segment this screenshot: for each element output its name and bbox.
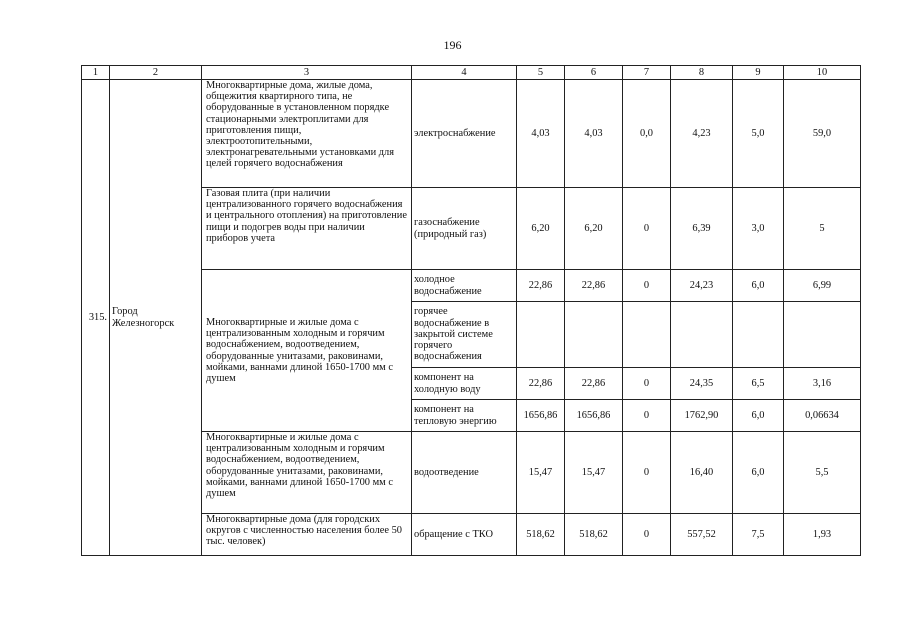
value-cell [733,302,784,368]
value-cell: 1656,86 [517,400,565,432]
service-name: газоснабжение (природный газ) [412,188,517,270]
service-name: компонент на холодную воду [412,368,517,400]
consumer-category: Многоквартирные и жилые дома с централизованным холодным и горячим водоснабжением, водоотведением, оборудованные унитазами, раковинами, мойками, ваннами длиной 1650-1700 мм с душем [202,270,412,432]
settlement-name: Город Железногорск [110,80,202,556]
value-cell: 15,47 [517,432,565,514]
value-cell: 518,62 [517,514,565,556]
value-cell: 0 [623,432,671,514]
consumer-category: Многоквартирные дома, жилые дома, общежития квартирного типа, не оборудованные в установленном порядке стационарными электроплитами для приготовления пищи, электроотопительными, электронагревательными установками для целей горячего водоснабжения [202,80,412,188]
value-cell: 24,35 [671,368,733,400]
service-name: холодное водоснабжение [412,270,517,302]
value-cell: 0,06634 [784,400,861,432]
value-cell [565,302,623,368]
value-cell: 0,0 [623,80,671,188]
table-row [82,80,861,188]
value-cell [784,302,861,368]
entry-number: 315. [82,80,110,556]
value-cell: 15,47 [565,432,623,514]
value-cell: 6,20 [517,188,565,270]
value-cell: 5 [784,188,861,270]
page-number: 196 [443,38,462,52]
column-number: 9 [733,66,784,80]
consumer-category: Газовая плита (при наличии централизованного горячего водоснабжения и центрального отопления) на приготовление пищи и подогрев воды при наличии приборов учета [202,188,412,270]
service-name: компонент на тепловую энергию [412,400,517,432]
value-cell: 4,03 [517,80,565,188]
column-number: 4 [412,66,517,80]
consumer-category: Многоквартирные дома (для городских округов с численностью населения более 50 тыс. человек) [202,514,412,556]
value-cell: 6,0 [733,432,784,514]
value-cell: 557,52 [671,514,733,556]
value-cell: 0 [623,188,671,270]
value-cell: 59,0 [784,80,861,188]
column-number: 10 [784,66,861,80]
value-cell: 5,0 [733,80,784,188]
value-cell: 24,23 [671,270,733,302]
value-cell: 7,5 [733,514,784,556]
value-cell: 4,03 [565,80,623,188]
value-cell: 1656,86 [565,400,623,432]
value-cell: 6,99 [784,270,861,302]
value-cell: 3,0 [733,188,784,270]
value-cell: 22,86 [517,270,565,302]
value-cell [517,302,565,368]
value-cell: 22,86 [565,368,623,400]
value-cell: 0 [623,270,671,302]
value-cell: 1762,90 [671,400,733,432]
column-number: 7 [623,66,671,80]
column-number: 1 [82,66,110,80]
value-cell: 22,86 [517,368,565,400]
service-name: обращение с ТКО [412,514,517,556]
column-number: 3 [202,66,412,80]
value-cell: 0 [623,514,671,556]
value-cell: 16,40 [671,432,733,514]
value-cell: 6,5 [733,368,784,400]
value-cell: 3,16 [784,368,861,400]
value-cell: 0 [623,400,671,432]
value-cell: 518,62 [565,514,623,556]
value-cell [623,302,671,368]
column-number: 8 [671,66,733,80]
service-name: электроснабжение [412,80,517,188]
value-cell: 6,0 [733,400,784,432]
service-name: водоотведение [412,432,517,514]
value-cell: 6,20 [565,188,623,270]
column-number: 5 [517,66,565,80]
value-cell: 6,0 [733,270,784,302]
value-cell: 6,39 [671,188,733,270]
column-number: 2 [110,66,202,80]
column-number-row [82,66,861,80]
tariff-table [81,65,861,556]
value-cell: 4,23 [671,80,733,188]
value-cell: 0 [623,368,671,400]
column-number: 6 [565,66,623,80]
value-cell: 5,5 [784,432,861,514]
value-cell [671,302,733,368]
value-cell: 1,93 [784,514,861,556]
value-cell: 22,86 [565,270,623,302]
service-name: горячее водоснабжение в закрытой системе горячего водоснабжения [412,302,517,368]
consumer-category: Многоквартирные и жилые дома с централизованным холодным и горячим водоснабжением, водоотведением, оборудованные унитазами, раковинами, мойками, ваннами длиной 1650-1700 мм с душем [202,432,412,514]
